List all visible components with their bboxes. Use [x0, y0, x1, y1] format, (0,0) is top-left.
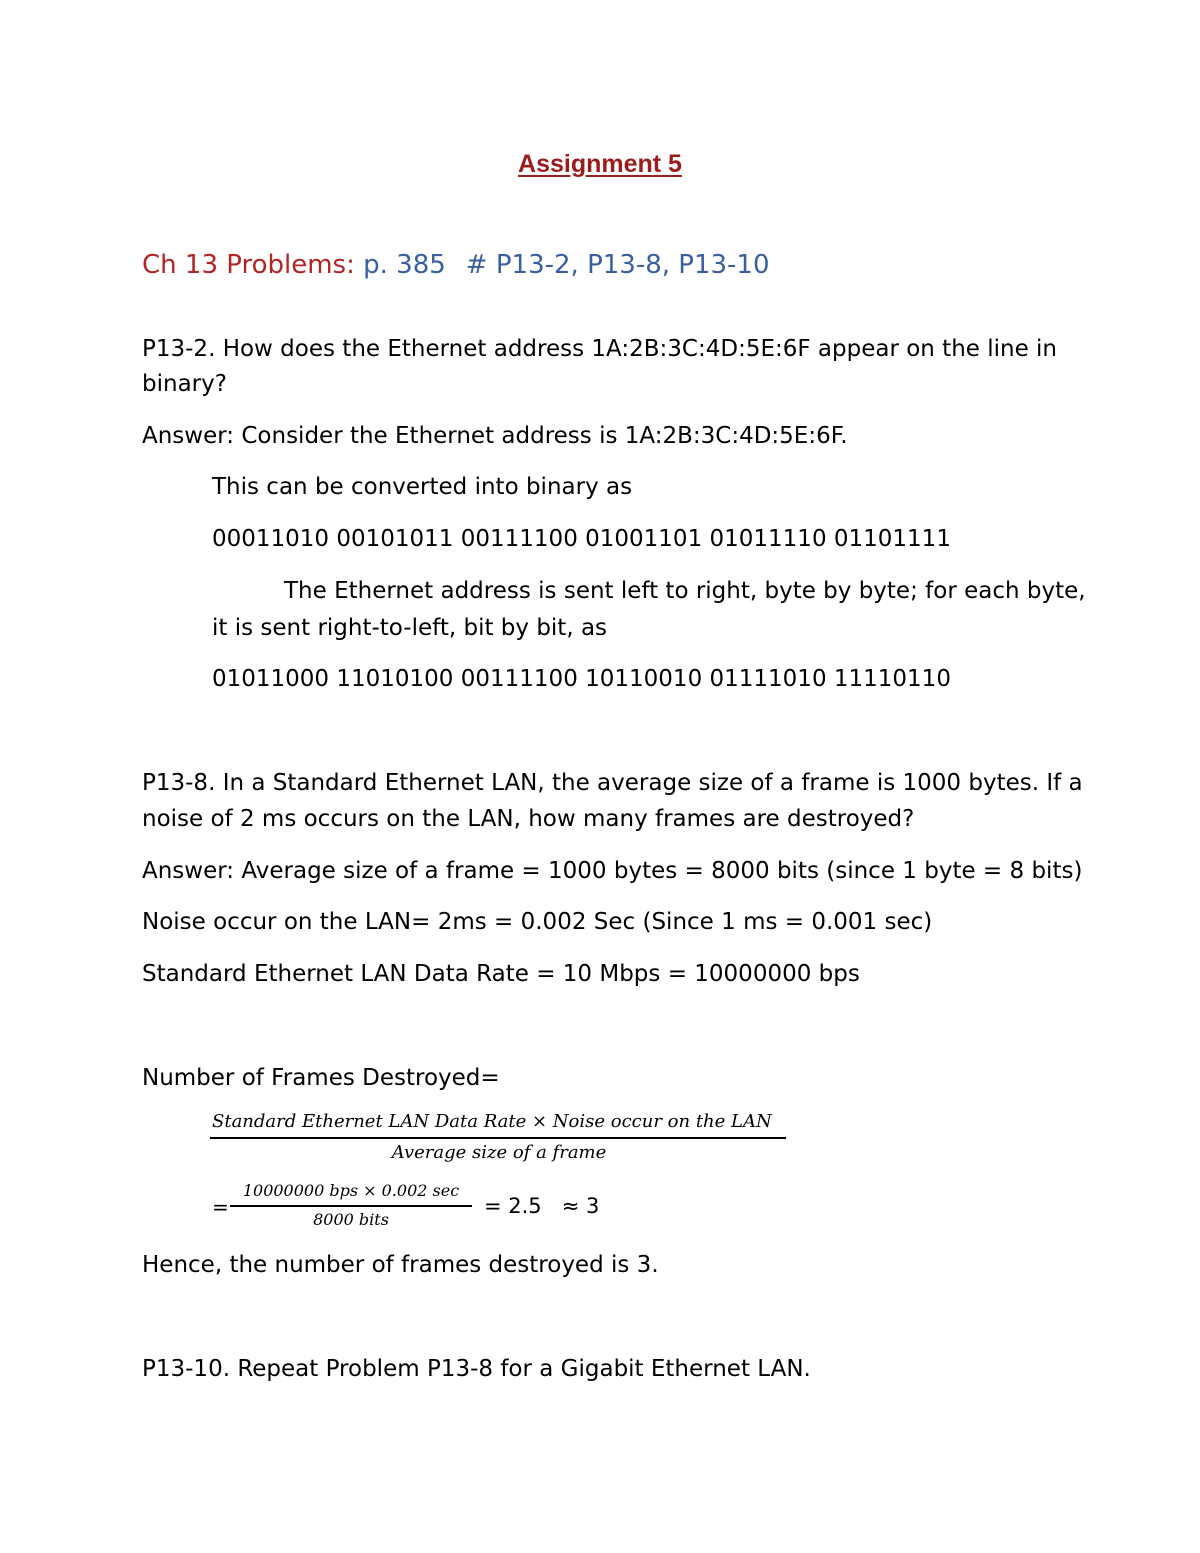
p13-2-sent-line1: The Ethernet address is sent left to right, byte by byte; for each byte, — [284, 578, 1086, 604]
calc-denominator: 8000 bits — [313, 1210, 389, 1229]
calc-numerator: 10000000 bps × 0.002 sec — [242, 1181, 460, 1200]
p13-8-answer-3: Standard Ethernet LAN Data Rate = 10 Mbps = 10000000 bps — [142, 961, 860, 987]
frames-destroyed-label: Number of Frames Destroyed= — [142, 1065, 500, 1091]
p13-2-sent-line2: it is sent right-to-left, bit by bit, as — [212, 615, 608, 641]
p13-8-answer-1: Answer: Average size of a frame = 1000 bytes = 8000 bits (since 1 byte = 8 bits) — [142, 858, 1083, 884]
calc-result: = 2.5 ≈ 3 — [484, 1194, 600, 1218]
p13-8-question-line2: noise of 2 ms occurs on the LAN, how many frames are destroyed? — [142, 806, 915, 832]
heading-page: p. 385 — [363, 250, 446, 280]
p13-8-question-line1: P13-8. In a Standard Ethernet LAN, the average size of a frame is 1000 bytes. If a — [142, 770, 1083, 796]
calc-equals-sign: = — [212, 1195, 229, 1219]
formula-numerator: Standard Ethernet LAN Data Rate × Noise occur on the LAN — [212, 1111, 772, 1132]
p13-2-convert-text: This can be converted into binary as — [212, 474, 633, 500]
p13-2-answer: Answer: Consider the Ethernet address is 1A:2B:3C:4D:5E:6F. — [142, 423, 848, 449]
p13-2-question-line2: binary? — [142, 371, 227, 397]
formula-fraction-bar — [210, 1137, 786, 1139]
formula-denominator: Average size of a frame — [391, 1142, 607, 1163]
heading-problems: # P13-2, P13-8, P13-10 — [465, 250, 770, 280]
p13-2-question-line1: P13-2. How does the Ethernet address 1A:2B:3C:4D:5E:6F appear on the line in — [142, 336, 1058, 362]
heading-prefix: Ch 13 Problems: — [142, 250, 364, 280]
calc-fraction-bar — [230, 1205, 472, 1207]
p13-2-binary-2: 01011000 11010100 00111100 10110010 01111010 11110110 — [212, 666, 951, 692]
chapter-heading — [142, 251, 770, 279]
p13-8-conclusion: Hence, the number of frames destroyed is 3. — [142, 1252, 659, 1278]
p13-8-answer-2: Noise occur on the LAN= 2ms = 0.002 Sec (Since 1 ms = 0.001 sec) — [142, 909, 933, 935]
p13-2-binary-1: 00011010 00101011 00111100 01001101 01011110 01101111 — [212, 526, 951, 552]
p13-10-question: P13-10. Repeat Problem P13-8 for a Gigabit Ethernet LAN. — [142, 1356, 811, 1382]
document-title: Assignment 5 — [518, 150, 682, 178]
